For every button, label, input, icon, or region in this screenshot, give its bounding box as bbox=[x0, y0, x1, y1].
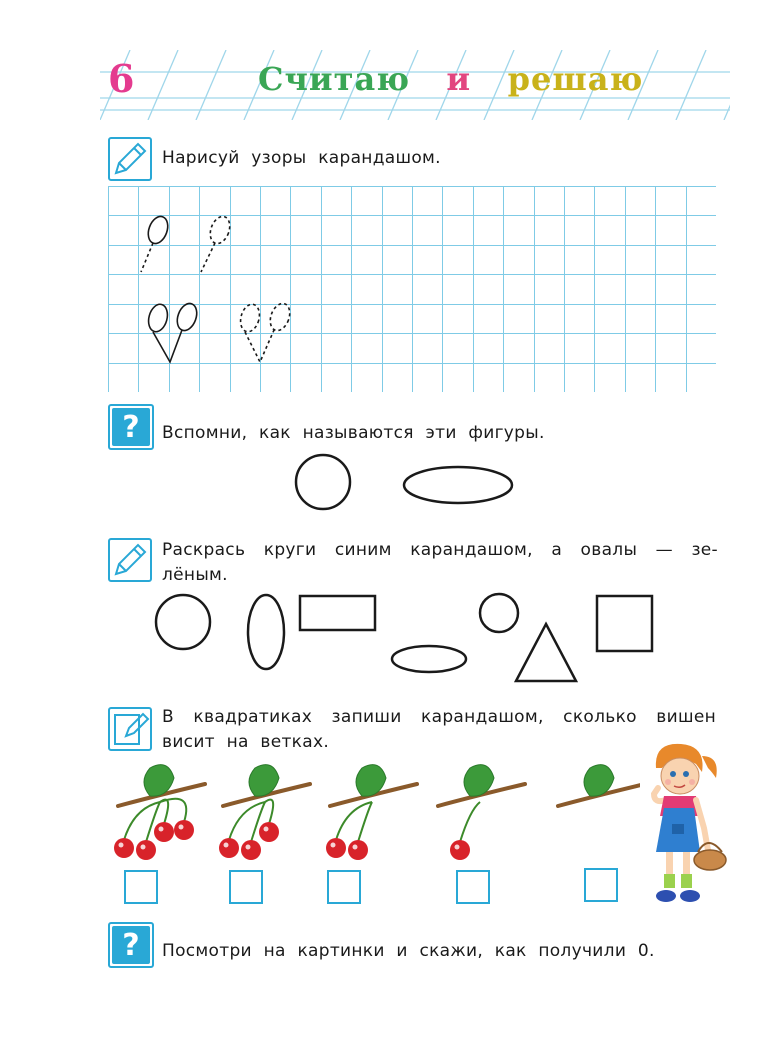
circle-shape bbox=[296, 455, 350, 509]
answer-box-5[interactable] bbox=[584, 868, 618, 902]
cherry bbox=[348, 840, 368, 860]
cherry bbox=[259, 822, 279, 842]
task-3-text-line2: лёным. bbox=[162, 565, 228, 585]
notebook-pencil-icon bbox=[108, 707, 152, 751]
cherry bbox=[326, 838, 346, 858]
question-mark: ? bbox=[112, 926, 150, 964]
rectangle-shape bbox=[300, 596, 375, 630]
task-2-text: Вспомни, как называются эти фигуры. bbox=[162, 423, 545, 443]
circle-shape bbox=[480, 594, 518, 632]
cherry-branch-1 bbox=[114, 765, 205, 860]
pencil-icon bbox=[108, 137, 152, 181]
circle-shape bbox=[156, 595, 210, 649]
cherry-branch-3 bbox=[326, 765, 417, 860]
oval-shape bbox=[392, 646, 466, 672]
task-4-text-line2: висит на ветках. bbox=[162, 732, 330, 752]
cherry-branch-4 bbox=[438, 765, 525, 860]
task-3-text-line1: Раскрась круги синим карандашом, а овалы — зе- bbox=[162, 540, 718, 560]
title-word-1: Считаю bbox=[258, 60, 410, 98]
task-5-text: Посмотри на картинки и скажи, как получили 0. bbox=[162, 941, 655, 961]
answer-box-3[interactable] bbox=[327, 870, 361, 904]
question-icon bbox=[108, 922, 154, 968]
shapes-to-color[interactable] bbox=[150, 588, 660, 688]
task-4-text-line1: В квадратиках запиши карандашом, сколько вишен bbox=[162, 707, 716, 727]
double-petal-pattern bbox=[146, 301, 294, 362]
triangle-shape bbox=[516, 624, 576, 681]
pencil-icon bbox=[108, 538, 152, 582]
single-petal-pattern bbox=[141, 214, 233, 272]
answer-box-1[interactable] bbox=[124, 870, 158, 904]
cherry bbox=[219, 838, 239, 858]
cherry-branches bbox=[100, 758, 640, 868]
girl-with-basket-illustration bbox=[636, 738, 736, 916]
drawing-grid[interactable] bbox=[108, 186, 716, 392]
shapes-to-name bbox=[290, 452, 520, 514]
cherry-branch-5 bbox=[558, 765, 640, 806]
cherry bbox=[450, 840, 470, 860]
question-mark: ? bbox=[112, 408, 150, 446]
page-title bbox=[258, 60, 643, 98]
cherry bbox=[174, 820, 194, 840]
question-icon bbox=[108, 404, 154, 450]
page-number: 6 bbox=[108, 56, 135, 101]
title-word-2: и bbox=[446, 60, 472, 98]
cherry bbox=[136, 840, 156, 860]
task-1-text: Нарисуй узоры карандашом. bbox=[162, 148, 441, 168]
answer-box-4[interactable] bbox=[456, 870, 490, 904]
title-word-3: решаю bbox=[507, 60, 644, 98]
square-shape bbox=[597, 596, 652, 651]
oval-shape bbox=[404, 467, 512, 503]
oval-shape bbox=[248, 595, 284, 669]
cherry bbox=[114, 838, 134, 858]
answer-box-2[interactable] bbox=[229, 870, 263, 904]
cherry-branch-2 bbox=[219, 765, 310, 860]
cherry bbox=[241, 840, 261, 860]
cherry bbox=[154, 822, 174, 842]
